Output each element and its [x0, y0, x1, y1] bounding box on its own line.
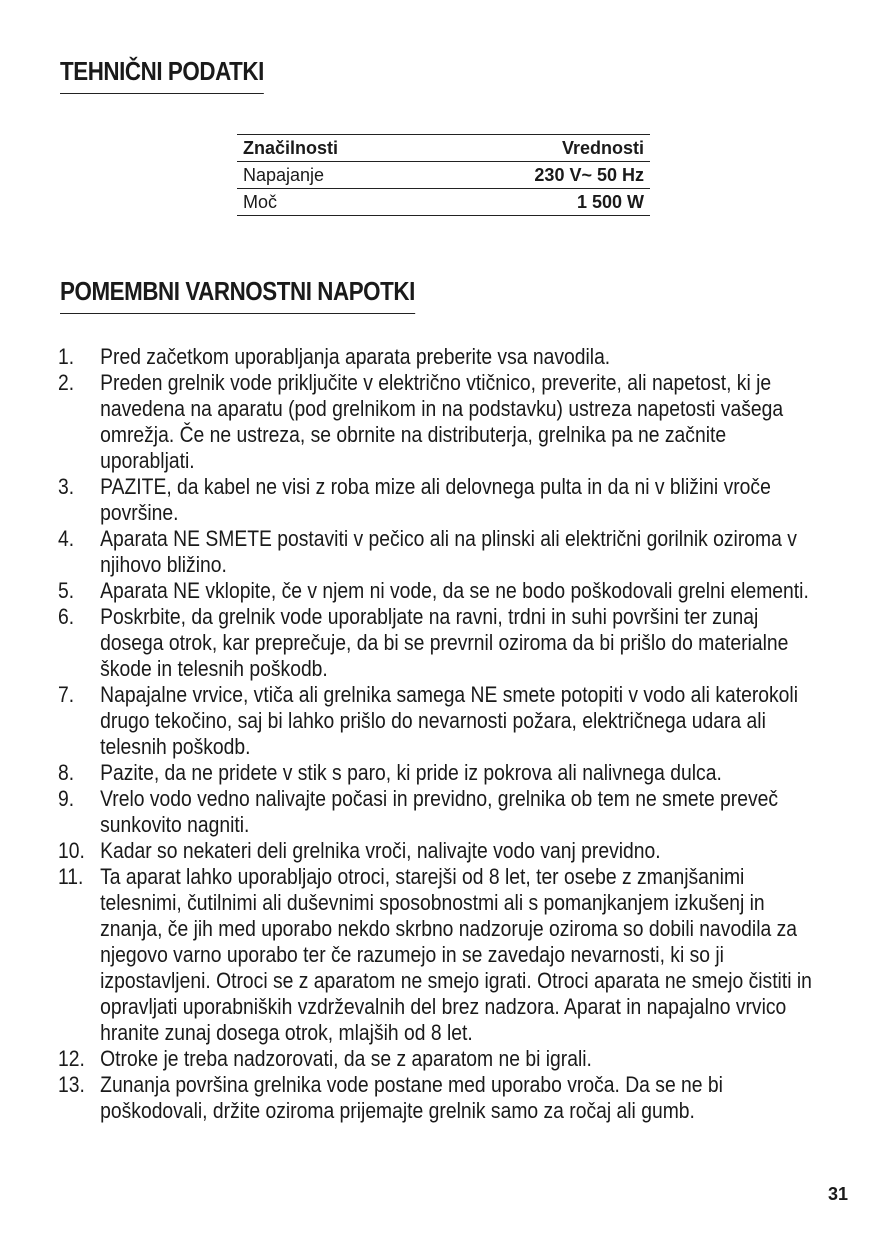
item-text: Zunanja površina grelnika vode postane med uporabo vroča. Da se ne bi poškodovali, držite oziroma prijemajte grelnik samo za ročaj ali gumb. — [100, 1072, 723, 1123]
spec-value: 1 500 W — [430, 189, 650, 216]
item-text: Aparata NE SMETE postaviti v pečico ali na plinski ali električni gorilnik oziroma v njihovo bližino. — [100, 526, 797, 577]
item-text: Aparata NE vklopite, če v njem ni vode, da se ne bodo poškodovali grelni elementi. — [100, 578, 809, 603]
item-number: 8. — [58, 760, 75, 785]
spec-header-feature: Značilnosti — [237, 135, 430, 162]
item-text: Otroke je treba nadzorovati, da se z aparatom ne bi igrali. — [100, 1046, 592, 1071]
item-number: 5. — [58, 578, 75, 603]
list-item — [58, 344, 813, 370]
technical-data-heading: TEHNIČNI PODATKI — [60, 56, 264, 94]
specifications-table — [237, 134, 650, 216]
item-text: Napajalne vrvice, vtiča ali grelnika samega NE smete potopiti v vodo ali katerokoli drugo tekočino, saj bi lahko prišlo do nevarnosti požara, električnega udara ali telesnih poškodb. — [100, 682, 799, 759]
spec-feature: Napajanje — [237, 162, 430, 189]
item-text: Kadar so nekateri deli grelnika vroči, nalivajte vodo vanj previdno. — [100, 838, 661, 863]
spec-feature: Moč — [237, 189, 430, 216]
spec-header-value: Vrednosti — [430, 135, 650, 162]
item-text: Preden grelnik vode priključite v električno vtičnico, preverite, ali napetost, ki je navedena na aparatu (pod grelnikom in na podstavku) ustreza napetosti vašega omrežja. Če ne ustreza, se obrnite na distributerja, grelnika pa ne začnite uporabljati. — [100, 370, 784, 473]
item-number: 6. — [58, 604, 75, 629]
list-item — [58, 526, 813, 578]
list-item — [58, 786, 813, 838]
item-text: Pazite, da ne pridete v stik s paro, ki pride iz pokrova ali nalivnega dulca. — [100, 760, 722, 785]
item-text: Ta aparat lahko uporabljajo otroci, starejši od 8 let, ter osebe z zmanjšanimi telesnimi, čutilnimi ali duševnimi sposobnostmi ali s pomanjkanjem izkušenj in znanja, če jih med uporabo nekdo skrbno nadzoruje oziroma so dobili navodila za njegovo varno uporabo ter če razumejo in se zavedajo nevarnosti, ki so ji izpostavljeni. Otroci se z aparatom ne smejo igrati. Otroci aparata ne smejo čistiti in opravljati uporabniških vzdrževalnih del brez nadzora. Aparat in napajalno vrvico hranite zunaj dosega otrok, mlajših od 8 let. — [100, 864, 812, 1045]
safety-instructions-heading: POMEMBNI VARNOSTNI NAPOTKI — [60, 276, 415, 314]
item-number: 3. — [58, 474, 75, 499]
list-item — [58, 474, 813, 526]
item-text: Poskrbite, da grelnik vode uporabljate na ravni, trdni in suhi površini ter zunaj dosega otrok, kar preprečuje, da bi se prevrnil oziroma da bi prišlo do materialne škode in telesnih poškodb. — [100, 604, 789, 681]
list-item — [58, 370, 813, 474]
list-item — [58, 1046, 813, 1072]
item-number: 11. — [58, 864, 84, 889]
page-number: 31 — [827, 1184, 848, 1204]
safety-instructions-list — [58, 344, 813, 1124]
list-item — [58, 682, 813, 760]
list-item — [58, 1072, 813, 1124]
list-item — [58, 760, 813, 786]
item-number: 10. — [58, 838, 85, 863]
item-number: 13. — [58, 1072, 85, 1097]
list-item — [58, 864, 813, 1046]
item-number: 2. — [58, 370, 75, 395]
item-number: 7. — [58, 682, 75, 707]
item-text: Pred začetkom uporabljanja aparata preberite vsa navodila. — [100, 344, 611, 369]
item-number: 4. — [58, 526, 75, 551]
item-text: PAZITE, da kabel ne visi z roba mize ali delovnega pulta in da ni v bližini vroče površine. — [100, 474, 771, 525]
spec-row-power-supply — [237, 162, 650, 189]
spec-row-power — [237, 189, 650, 216]
item-number: 12. — [58, 1046, 85, 1071]
spec-header-row — [237, 135, 650, 162]
list-item — [58, 838, 813, 864]
item-text: Vrelo vodo vedno nalivajte počasi in previdno, grelnika ob tem ne smete preveč sunkovito nagniti. — [100, 786, 779, 837]
spec-value: 230 V~ 50 Hz — [430, 162, 650, 189]
item-number: 1. — [58, 344, 75, 369]
list-item — [58, 578, 813, 604]
item-number: 9. — [58, 786, 75, 811]
list-item — [58, 604, 813, 682]
